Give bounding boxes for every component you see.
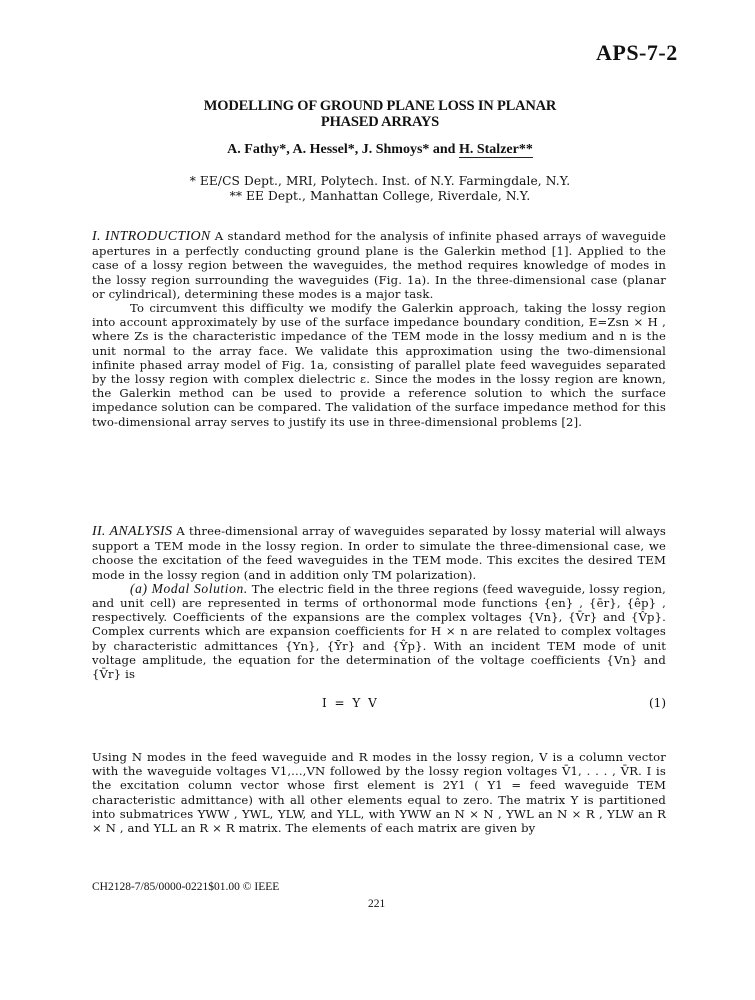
equation-1	[92, 696, 666, 712]
paper-title	[100, 98, 660, 130]
authors-list: A. Fathy*, A. Hessel*, J. Shmoys* and	[227, 142, 459, 157]
section-heading-analysis: II. ANALYSIS	[92, 524, 173, 539]
copyright-code: CH2128-7/85/0000-0221$01.00 © IEEE	[92, 881, 280, 893]
affiliation-2: ** EE Dept., Manhattan College, Riverdale, N.Y.	[229, 189, 531, 203]
subsection-heading-modal-solution: (a) Modal Solution.	[130, 580, 248, 596]
analysis-section	[92, 524, 666, 681]
authors	[100, 142, 660, 158]
analysis-paragraph-3: Using N modes in the feed waveguide and R modes in the lossy region, V is a column vector with the waveguide voltages V1,...,VN followed by the lossy region voltages V̄1, . . . , V̄R. I is the excitation column vector whose first element is 2Y1 ( Y1 = feed waveguide TEM characteristic admittance) with all other elements equal to zero. The matrix Y is partitioned into submatrices YWW , YWL, YLW, and YLL, with YWW an N × N , YWL an N × R , YLW an R × N , and YLL an R × R matrix. The elements of each matrix are given by	[92, 750, 666, 836]
affiliations	[100, 174, 660, 204]
paper-id: APS-7-2	[596, 40, 678, 65]
analysis-continued	[92, 750, 666, 835]
equation-number: (1)	[649, 696, 666, 710]
affiliation-1: * EE/CS Dept., MRI, Polytech. Inst. of N.Y. Farmingdale, N.Y.	[189, 174, 571, 188]
analysis-paragraph-2: (a) Modal Solution. The electric field in the three regions (feed waveguide, lossy region, and unit cell) are represented in terms of orthonormal mode functions {en} , {ēr}, {êp} , respectively. Coefficients of the expansions are the complex voltages {Vn}, {V̄r} and {V̂p}. Complex currents which are expansion coefficients for H × n are related to complex voltages by characteristic admittances {Yn}, {Ȳr} and {Ŷp}. With an incident TEM mode of unit voltage amplitude, the equation for the determination of the voltage coefficients {Vn} and {V̄r} is	[92, 580, 667, 682]
intro-paragraph-2: To circumvent this difficulty we modify the Galerkin approach, taking the lossy region into account approximately by use of the surface impedance boundary condition, E=Zsn × H , where Zs is the characteristic impedance of the TEM mode in the lossy medium and n is the unit normal to the array face. We validate this approximation using the two-dimensional infinite phased array model of Fig. 1a, consisting of parallel plate feed waveguides separated by the lossy region with complex dielectric ε. Since the modes in the lossy region are known, the Galerkin method can be used to provide a reference solution to which the surface impedance solution can be compared. The validation of the surface impedance method for this two-dimensional array serves to justify its use in three-dimensional problems [2].	[92, 301, 666, 429]
title-line-2: PHASED ARRAYS	[320, 114, 440, 130]
title-line-1: MODELLING OF GROUND PLANE LOSS IN PLANAR	[203, 98, 557, 114]
presenting-author: H. Stalzer**	[458, 142, 533, 157]
section-heading-introduction: I. INTRODUCTION	[92, 229, 211, 244]
analysis-paragraph-1: II. ANALYSIS A three-dimensional array of waveguides separated by lossy material will always support a TEM mode in the lossy region. In order to simulate the three-dimensional case, we choose the excitation of the feed waveguides in the TEM mode. This excites the desired TEM mode in the lossy region (and in addition only TM polarization).	[92, 524, 666, 582]
intro-paragraph-1: I. INTRODUCTION A standard method for the analysis of infinite phased arrays of waveguide apertures in a perfectly conducting ground plane is the Galerkin method [1]. Applied to the case of a lossy region between the waveguides, the method requires knowledge of modes in the lossy region surrounding the waveguides (Fig. 1a). In the three-dimensional case (planar or cylindrical), determining these modes is a major task.	[92, 229, 666, 301]
introduction-section	[92, 229, 666, 429]
page-number: 221	[368, 898, 386, 910]
equation-body: I = Y V	[322, 696, 379, 710]
